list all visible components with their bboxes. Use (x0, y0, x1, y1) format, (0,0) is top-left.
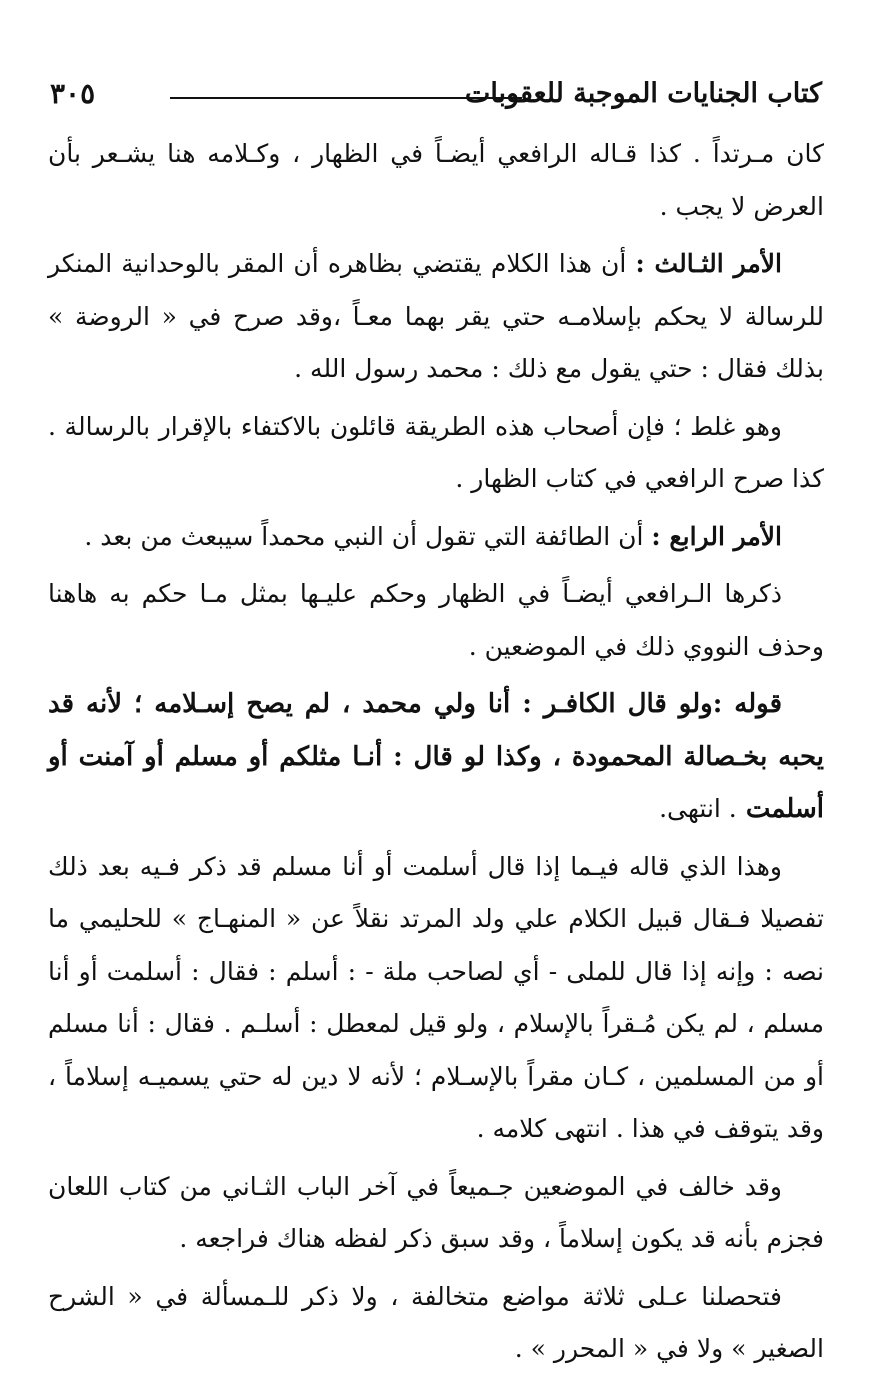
third-matter-text: أن هذا الكلام يقتضي بظاهره أن المقر بالوحدانية المنكر للرسالة لا يحكم بإسلامـه حتي يقر بهما معـاً ،وقد صرح في « الروضة » بذلك فقال : حتي يقول مع ذلك : محمد رسول الله . (48, 249, 824, 383)
paragraph-8: وقد خالف في الموضعين جـميعاً في آخر الباب الثـاني من كتاب اللعان فجزم بأنه قد يكون إسلاماً ، وقد سبق ذكر لفظه هناك فراجعه . (48, 1171, 824, 1253)
paragraph-4 (48, 511, 824, 564)
header-rule (170, 97, 522, 99)
paragraph-3: وهو غلط ؛ فإن أصحاب هذه الطريقة قائلون بالاكتفاء بالإقرار بالرسالة . كذا صرح الرافعي في كتاب الظهار . (48, 411, 824, 493)
quoted-statement (48, 678, 824, 836)
page-header (50, 66, 822, 122)
page-body (48, 128, 824, 1376)
fourth-matter-label: الأمر الرابع : (651, 521, 782, 551)
paragraph-9: فتحصلنا عـلى ثلاثة مواضع متخالفة ، ولا ذكر للـمسألة في « الشرح الصغير » ولا في « المحرر » . (48, 1281, 824, 1363)
page-number: ٣٠٥ (50, 77, 96, 110)
paragraph-2 (48, 238, 824, 396)
running-title: كتاب الجنايات الموجبة للعقوبات (464, 78, 822, 109)
paragraph-1: كان مـرتداً . كذا قـاله الرافعي أيضـاً في الظهار ، وكـلامه هنا يشـعر بأن العرض لا يجب . (48, 139, 824, 221)
third-matter-label: الأمر الثـالث : (635, 249, 782, 278)
quoted-statement-text: قوله :ولو قال الكافـر : أنا ولي محمد ، لم يصح إسـلامه ؛ لأنه قد يحبه بخـصالة المحمودة ، وكذا لو قال : أنـا مثلكم أو مسلم أو آمنت أو أسلمت (48, 689, 824, 824)
paragraph-7: وهذا الذي قاله فيـما إذا قال أسلمت أو أنا مسلم قد ذكر فـيه بعد ذلك تفصيلا فـقال قبيل الكلام علي ولد المرتد نقلاً عن « المنهـاج » للحليمي ما نصه : وإنه إذا قال للملى - أي لصاحب ملة - : أسلم : فقال : أسلمت أو أنا مسلم ، لم يكن مُـقراً بالإسلام ، ولو قيل لمعطل : أسلـم . فقال : أنا مسلم أو من المسلمين ، كـان مقراً بالإسـلام ؛ لأنه لا دين له حتي يسميـه إسلاماً ، وقد يتوقف في هذا . انتهى كلامه . (48, 851, 824, 1143)
fourth-matter-text: أن الطائفة التي تقول أن النبي محمداً سيبعث من بعد . (84, 521, 644, 551)
paragraph-5: ذكرها الـرافعي أيضـاً في الظهار وحكم عليـها بمثل مـا حكم به هاهنا وحذف النووي ذلك في الموضعين . (48, 579, 824, 661)
quoted-statement-end: . انتهى. (659, 794, 737, 823)
